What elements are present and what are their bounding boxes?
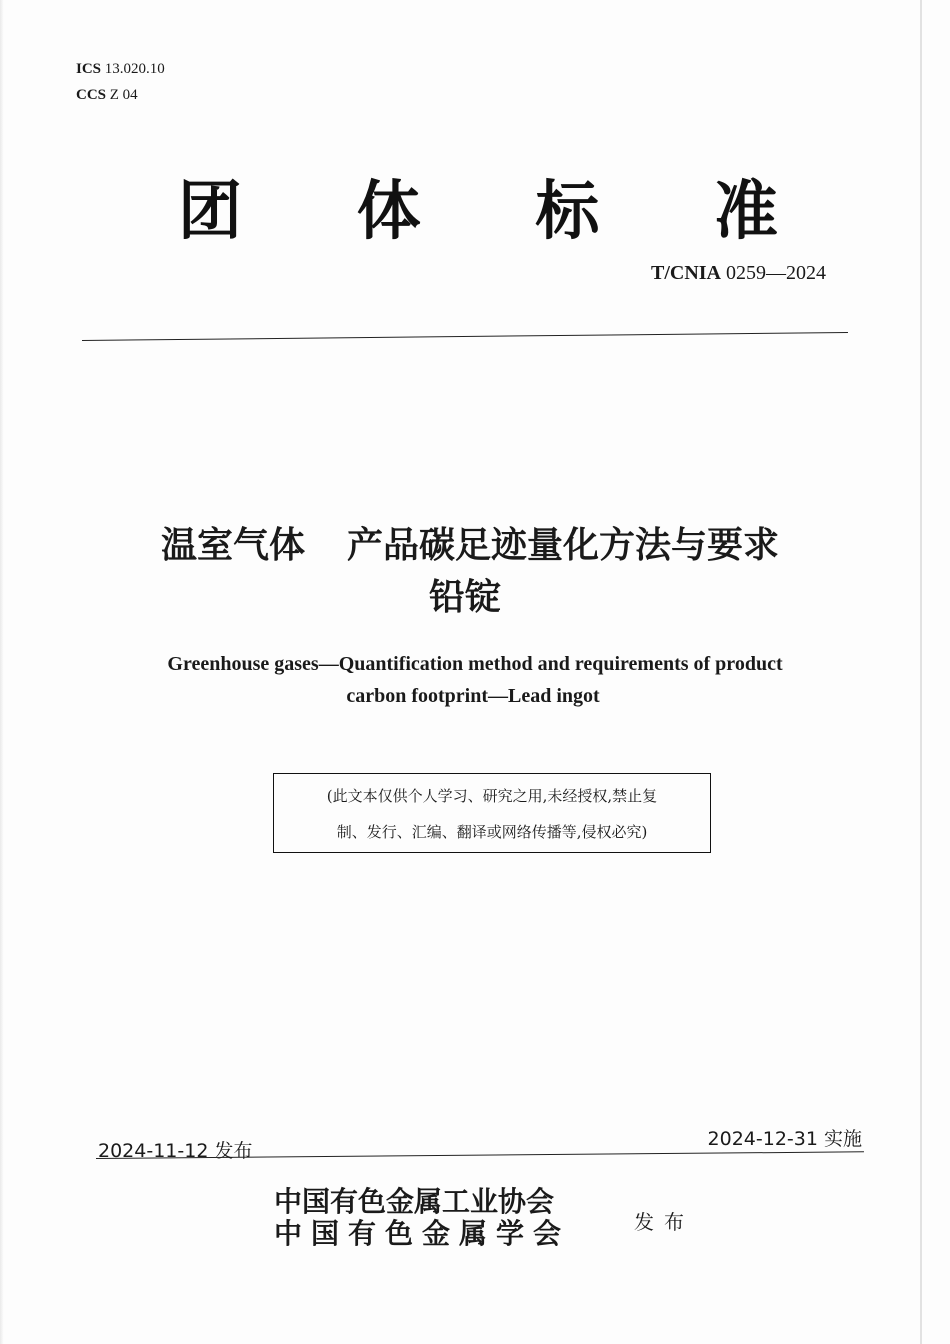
ics-value: 13.020.10 <box>104 61 165 77</box>
publish-label: 发布 <box>634 1210 694 1234</box>
publisher-org-1: 中国有色金属工业协会 <box>274 1185 555 1218</box>
chinese-title-line2: 铅锭 <box>428 577 501 618</box>
english-title-line1: Greenhouse gases—Quantification method and requirements of product <box>167 653 783 675</box>
chinese-title-part1: 温室气体 <box>160 525 305 566</box>
standard-number <box>651 262 826 285</box>
copyright-notice-box <box>273 773 711 853</box>
ics-code <box>76 56 165 82</box>
english-title-line2: carbon footprint—Lead ingot <box>346 685 600 707</box>
ccs-label: CCS <box>76 87 107 103</box>
standard-type-char: 团 <box>178 175 242 249</box>
chinese-title-line1 <box>0 520 950 572</box>
standard-type-heading <box>178 160 778 252</box>
copyright-notice-line2: 制、发行、汇编、翻译或网络传播等,侵权必究) <box>336 823 648 841</box>
standard-number-prefix: T/CNIA <box>650 262 721 284</box>
standard-type-char: 准 <box>713 175 778 249</box>
standard-type-char: 标 <box>535 175 600 249</box>
chinese-title-part2: 产品碳足迹量化方法与要求 <box>347 525 780 566</box>
publisher-org-2: 中国有色金属学会 <box>274 1217 571 1250</box>
ics-label: ICS <box>76 61 102 77</box>
implementation-date: 2024-12-31 实施 <box>707 1128 862 1150</box>
chinese-title <box>0 520 950 624</box>
standard-type-char: 体 <box>356 175 421 249</box>
header-divider <box>82 332 848 341</box>
publisher-organizations <box>274 1186 570 1250</box>
copyright-notice-line1: (此文本仅供个人学习、研究之用,未经授权,禁止复 <box>326 787 658 805</box>
ccs-code <box>76 82 165 108</box>
ccs-value: Z 04 <box>109 87 138 103</box>
issue-date: 2024-11-12 发布 <box>98 1140 253 1162</box>
standard-number-value: 0259—2024 <box>726 262 826 284</box>
english-title <box>0 648 950 712</box>
classification-codes <box>76 56 165 108</box>
